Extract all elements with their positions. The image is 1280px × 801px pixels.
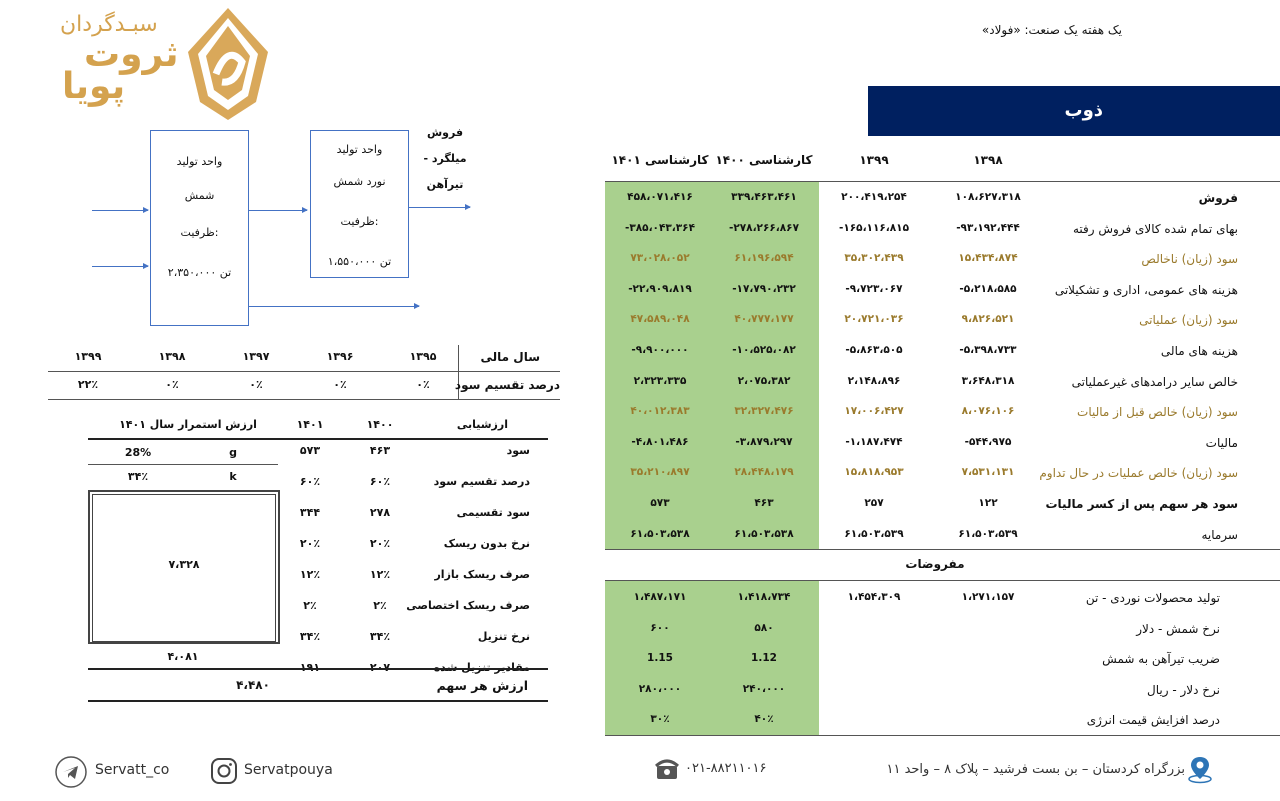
flow-output-label <box>412 120 478 198</box>
telegram-icon <box>55 756 87 788</box>
financial-table <box>605 145 1280 740</box>
financial-row <box>605 213 1280 244</box>
row-value: ۲۵۷ <box>864 497 884 509</box>
row-value: ۳۳۹،۴۶۳،۴۶۱ <box>731 191 797 203</box>
row-value: ۳۲،۳۲۷،۴۷۶ <box>734 405 794 418</box>
discounted-continuing-value: ۴،۰۸۱ <box>167 650 199 663</box>
arrow-ore <box>92 210 148 211</box>
company-name: ذوب <box>1064 100 1103 121</box>
row-value: ۲۰۰،۴۱۹،۲۵۴ <box>841 191 907 203</box>
row-value: -۲۷۸،۲۶۶،۸۶۷ <box>728 221 799 234</box>
unit-billet-box <box>150 130 249 326</box>
logo <box>52 6 277 121</box>
valuation-row-1400: ۲۰٪ <box>369 537 391 550</box>
financial-row <box>605 519 1280 550</box>
row-value: ۶۱،۱۹۶،۵۹۴ <box>734 252 794 265</box>
share-value-label: ارزش هر سهم <box>436 678 528 693</box>
row-value: ۲۸،۴۴۸،۱۷۹ <box>734 466 794 479</box>
box2-line4: ۱،۵۵۰،۰۰۰ تن <box>327 255 392 268</box>
row-value: ۴۶۳ <box>754 497 774 509</box>
phone-icon <box>655 758 679 780</box>
col-header: ۱۳۹۹ <box>859 153 889 167</box>
row-label: فروش <box>1198 191 1238 205</box>
assumption-value: ۲۸۰،۰۰۰ <box>638 682 682 695</box>
assumption-value: ۲۴۰،۰۰۰ <box>742 682 786 695</box>
row-value: ۳۵،۲۱۰،۸۹۷ <box>630 466 690 479</box>
row-value: -۲۲،۹۰۹،۸۱۹ <box>628 282 692 295</box>
row-value: -۵۴۴،۹۷۵ <box>964 435 1012 448</box>
logo-line2: ثروت <box>84 34 179 75</box>
out-line3: تیرآهن <box>426 178 464 191</box>
row-value: -۵،۸۶۳،۵۰۵ <box>845 344 903 356</box>
valuation-row-label: صرف ریسک بازار <box>434 568 530 581</box>
financial-row <box>605 274 1280 305</box>
assumption-value: ۱،۲۷۱،۱۵۷ <box>961 591 1015 603</box>
location-pin-icon <box>1185 754 1215 784</box>
assumption-row <box>605 582 1280 613</box>
assumption-value: 1.12 <box>751 652 777 665</box>
row-value: -۵،۲۱۸،۵۸۵ <box>959 282 1017 295</box>
valuation-row-label: سود تقسیمی <box>456 506 530 519</box>
divider <box>88 464 278 465</box>
row-value: ۴۷،۵۸۹،۰۴۸ <box>630 313 690 326</box>
row-value: ۷،۵۳۱،۱۳۱ <box>961 466 1015 479</box>
valuation-row-1401: ۱۲٪ <box>299 568 321 581</box>
row-value: ۱۵،۸۱۸،۹۵۳ <box>844 466 904 479</box>
row-value: ۸،۰۷۶،۱۰۶ <box>961 405 1015 418</box>
row-value: ۲۰،۷۲۱،۰۳۶ <box>844 313 904 326</box>
valuation-row-1400: ۴۶۳ <box>369 444 391 457</box>
assumption-value: ۴۰٪ <box>754 713 774 726</box>
box2-line3: ظرفیت: <box>340 215 379 228</box>
assumption-row <box>605 643 1280 674</box>
phone-number: ۰۲۱-۸۸۲۱۱۰۱۶ <box>685 761 767 776</box>
continuing-value: ۷،۳۲۸ <box>168 558 200 571</box>
assumption-label: تولید محصولات نوردی - تن <box>1085 591 1220 605</box>
valuation-row-1401: ۵۷۳ <box>299 444 321 457</box>
assumption-value: ۶۰۰ <box>650 621 670 634</box>
row-label: هزینه های عمومی، اداری و تشکیلاتی <box>1054 282 1238 297</box>
val-header-label: ارزشیابی <box>456 418 508 431</box>
row-value: ۴۰،۷۷۷،۱۷۷ <box>734 313 794 326</box>
continuing-value-box <box>88 490 280 644</box>
row-label: سود (زیان) خالص عملیات در حال تداوم <box>1039 466 1238 481</box>
col-header: کارشناسی ۱۴۰۰ <box>715 153 813 167</box>
g-value: 28% <box>124 446 152 459</box>
dividend-header-label: سال مالی <box>480 350 540 364</box>
row-label: سرمایه <box>1201 527 1238 542</box>
row-value: -۳،۸۷۹،۲۹۷ <box>735 435 793 448</box>
row-label: مالیات <box>1205 435 1238 450</box>
assumption-row <box>605 613 1280 644</box>
row-value: -۳۸۵،۰۴۳،۳۶۴ <box>624 221 695 234</box>
div-year: ۱۳۹۹ <box>74 350 102 363</box>
unit-rolling-box <box>310 130 409 278</box>
row-label: سود هر سهم پس از کسر مالیات <box>1045 497 1238 511</box>
financial-row <box>605 182 1280 213</box>
col-header: کارشناسی ۱۴۰۱ <box>611 153 709 167</box>
row-value: ۶۱،۵۰۳،۵۳۸ <box>734 527 794 540</box>
row-value: ۴۵۸،۰۷۱،۴۱۶ <box>627 191 693 203</box>
divider <box>88 438 548 440</box>
assumption-value: ۱،۴۱۸،۷۳۴ <box>737 591 791 603</box>
row-value: ۲،۱۴۸،۸۹۶ <box>847 374 901 387</box>
row-value: -۱۶۵،۱۱۶،۸۱۵ <box>838 221 909 234</box>
k-value: ۳۴٪ <box>127 470 149 483</box>
row-value: ۲،۰۷۵،۳۸۲ <box>737 374 791 387</box>
valuation-row-1401: ۳۴۴ <box>299 506 321 519</box>
dividend-row-label: درصد تقسیم سود <box>454 378 560 392</box>
div-year: ۱۳۹۸ <box>158 350 186 363</box>
row-value: ۳۵،۳۰۲،۴۳۹ <box>844 252 904 265</box>
row-value: -۹،۷۲۳،۰۶۷ <box>845 282 903 295</box>
assumption-value: 1.15 <box>647 652 673 665</box>
row-label: سود (زیان) خالص قبل از مالیات <box>1077 405 1238 420</box>
k-label: k <box>229 470 237 483</box>
arrow-billet <box>249 210 307 211</box>
valuation-row-label: صرف ریسک اختصاصی <box>406 599 530 612</box>
row-label: هزینه های مالی <box>1160 344 1238 358</box>
valuation-row-1400: ۳۴٪ <box>369 630 391 643</box>
row-value: -۱۰،۵۲۵،۰۸۲ <box>732 344 796 356</box>
financial-row <box>605 396 1280 427</box>
val-header-1400: ۱۴۰۰ <box>366 418 394 431</box>
row-value: ۴۰،۰۱۲،۳۸۳ <box>630 405 690 418</box>
valuation-row-1401: ۲۰٪ <box>299 537 321 550</box>
row-value: -۹۳،۱۹۲،۴۴۴ <box>956 221 1020 234</box>
assumption-value: ۵۸۰ <box>754 621 774 634</box>
valuation-row-1401: ۲٪ <box>303 599 317 612</box>
row-value: ۹،۸۲۶،۵۲۱ <box>961 313 1015 326</box>
assumption-row <box>605 674 1280 705</box>
assumption-value: ۳۰٪ <box>650 713 670 726</box>
page-subtitle: یک هفته یک صنعت: «فولاد» <box>981 23 1122 37</box>
assumption-value: ۱،۴۸۷،۱۷۱ <box>633 591 687 603</box>
div-value: ۰٪ <box>416 378 430 391</box>
divider <box>88 668 548 670</box>
box2-line1: واحد تولید <box>336 143 383 156</box>
logo-emblem-icon <box>180 4 276 124</box>
address: بزرگراه کردستان – بن بست فرشید – پلاک ۸ – واحد ۱۱ <box>886 762 1185 777</box>
assumption-label: درصد افزایش قیمت انرژی <box>1086 713 1220 728</box>
divider <box>605 549 1280 550</box>
divider <box>605 735 1280 736</box>
box1-line4: ۲،۳۵۰،۰۰۰ تن <box>167 266 232 279</box>
row-value: -۵،۳۹۸،۷۳۳ <box>959 344 1017 356</box>
row-value: ۱۰۸،۶۲۷،۳۱۸ <box>955 191 1021 203</box>
logo-line3: پویا <box>62 66 126 107</box>
share-value: ۴،۴۸۰ <box>236 678 270 692</box>
instagram-icon <box>210 757 238 785</box>
valuation-row-1400: ۲۷۸ <box>369 506 391 519</box>
valuation-row-1400: ۱۲٪ <box>369 568 391 581</box>
out-line1: فروش <box>426 126 464 139</box>
row-value: ۳،۶۴۸،۳۱۸ <box>961 374 1015 387</box>
valuation-row-1400: ۶۰٪ <box>369 475 391 488</box>
instagram-handle: Servatpouya <box>244 762 333 778</box>
div-value: ۰٪ <box>249 378 263 391</box>
row-value: -۹،۹۰۰،۰۰۰ <box>631 344 689 356</box>
divider <box>88 700 548 702</box>
valuation-row-label: نرخ بدون ریسک <box>443 537 530 550</box>
row-label: بهای تمام شده کالای فروش رفته <box>1073 221 1238 236</box>
row-value: -۴،۸۰۱،۴۸۶ <box>631 435 689 448</box>
valuation-row-1400: ۲٪ <box>373 599 387 612</box>
box1-line1: واحد تولید <box>176 155 223 168</box>
financial-row <box>605 488 1280 519</box>
box1-line3: ظرفیت: <box>180 226 219 239</box>
financial-row <box>605 366 1280 397</box>
out-line2: میلگرد - <box>423 152 467 165</box>
div-year: ۱۳۹۶ <box>326 350 354 363</box>
logo-line1: سبـدگردان <box>60 12 158 37</box>
valuation-row-label: سود <box>506 444 530 457</box>
row-label: سود (زیان) عملیاتی <box>1139 313 1238 328</box>
val-header-1401: ۱۴۰۱ <box>296 418 324 431</box>
row-value: ۶۱،۵۰۳،۵۳۹ <box>844 527 904 540</box>
row-label: خالص سایر درامدهای غیرعملیاتی <box>1071 374 1238 389</box>
valuation-row-1401: ۳۴٪ <box>299 630 321 643</box>
div-value: ۲۲٪ <box>77 378 99 391</box>
val-header-cont: ارزش استمرار سال ۱۴۰۱ <box>119 418 257 431</box>
financial-row <box>605 427 1280 458</box>
valuation-row-label: درصد تقسیم سود <box>433 475 530 488</box>
assumption-value: ۱،۴۵۴،۳۰۹ <box>847 591 901 603</box>
row-value: ۲،۳۲۳،۳۳۵ <box>633 374 687 387</box>
assumption-row <box>605 704 1280 735</box>
assumption-label: ضریب تیرآهن به شمش <box>1102 652 1220 667</box>
div-year: ۱۳۹۵ <box>409 350 437 363</box>
divider <box>48 399 560 400</box>
box2-line2: نورد شمش <box>333 175 386 188</box>
row-value: ۱۵،۴۳۴،۸۷۴ <box>958 252 1018 265</box>
row-value: ۶۱،۵۰۳،۵۳۹ <box>958 527 1018 540</box>
arrow-billet-sales <box>249 306 419 307</box>
valuation-row-label: نرخ تنزیل <box>477 630 530 643</box>
assumption-label: نرخ دلار - ریال <box>1147 682 1220 697</box>
financial-row <box>605 243 1280 274</box>
divider <box>48 371 560 372</box>
row-value: ۶۱،۵۰۳،۵۳۸ <box>630 527 690 540</box>
div-year: ۱۳۹۷ <box>242 350 270 363</box>
box1-line2: شمش <box>184 189 215 202</box>
divider <box>605 580 1280 581</box>
g-label: g <box>229 446 237 459</box>
telegram-handle: Servatt_co <box>95 762 170 778</box>
row-value: -۱،۱۸۷،۴۷۴ <box>845 435 903 448</box>
div-value: ۰٪ <box>165 378 179 391</box>
company-header-bar <box>868 86 1280 136</box>
valuation-table <box>88 414 548 704</box>
row-value: ۱۲۲ <box>978 497 998 509</box>
row-value: ۷۳،۰۲۸،۰۵۲ <box>630 252 690 265</box>
arrow-output <box>408 207 470 208</box>
divider <box>605 181 1280 182</box>
assumption-label: نرخ شمش - دلار <box>1136 621 1220 636</box>
col-header: ۱۳۹۸ <box>973 153 1003 167</box>
assumptions-title: مفروضات <box>905 557 965 571</box>
row-value: -۱۷،۷۹۰،۲۳۲ <box>732 282 796 295</box>
row-label: سود (زیان) ناخالص <box>1141 252 1238 267</box>
div-value: ۰٪ <box>333 378 347 391</box>
arrow-coal <box>92 266 148 267</box>
row-value: ۵۷۳ <box>650 497 670 509</box>
valuation-row-1401: ۶۰٪ <box>299 475 321 488</box>
phone <box>655 758 805 782</box>
dividend-table <box>48 345 560 400</box>
financial-row <box>605 457 1280 488</box>
financial-row <box>605 304 1280 335</box>
financial-row <box>605 335 1280 366</box>
row-value: ۱۷،۰۰۶،۴۲۷ <box>844 405 904 418</box>
